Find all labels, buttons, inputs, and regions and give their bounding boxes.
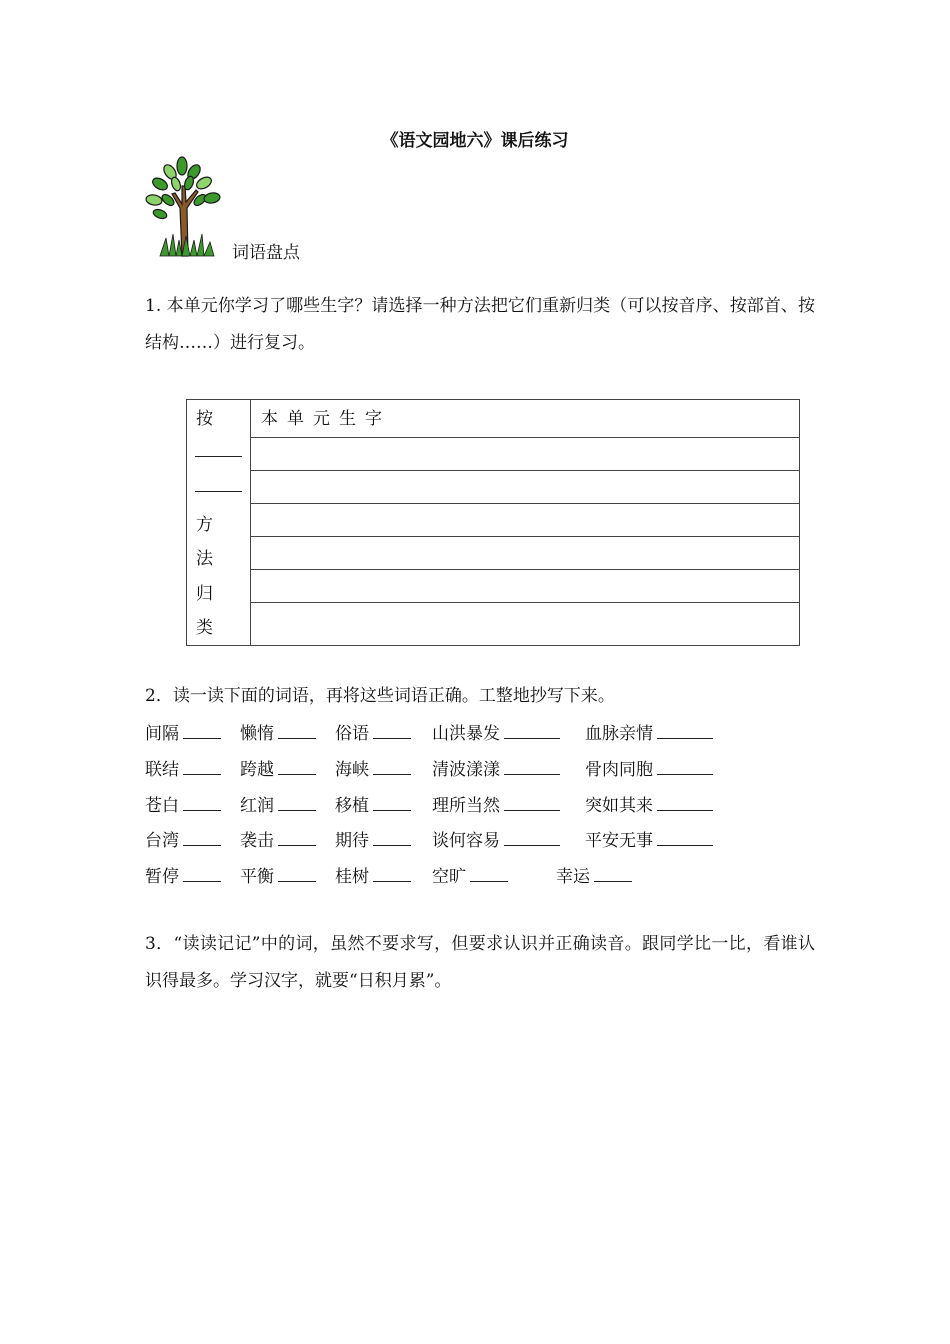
answer-blank[interactable] [278,796,316,811]
answer-blank[interactable] [657,831,713,846]
word: 苍白 [145,796,179,816]
answer-blank[interactable] [278,760,316,775]
table-row-divider [251,536,799,537]
answer-blank[interactable] [373,796,411,811]
question-3: 3．“读读记记”中的词，虽然不要求写，但要求认识并正确读音。跟同学比一比，看谁认识得最多。学习汉字，就要“日积月累”。 [145,934,815,991]
word: 平衡 [240,867,274,887]
answer-blank[interactable] [183,760,221,775]
answer-blank[interactable] [183,796,221,811]
word: 空旷 [432,867,466,887]
word: 桂树 [335,867,369,887]
word: 期待 [335,831,369,851]
answer-blank[interactable] [183,831,221,846]
word: 骨肉同胞 [585,760,653,780]
question-2: 2．读一读下面的词语，再将这些词语正确。工整地抄写下来。 [145,686,615,706]
classification-table [186,399,800,646]
method-blank-line[interactable] [195,491,242,492]
answer-blank[interactable] [504,724,560,739]
answer-blank[interactable] [504,760,560,775]
word: 移植 [335,796,369,816]
answer-blank[interactable] [657,760,713,775]
answer-blank[interactable] [504,831,560,846]
section-label: 词语盘点 [232,243,300,263]
word: 跨越 [240,760,274,780]
word: 山洪暴发 [432,724,500,744]
word: 海峡 [335,760,369,780]
word: 突如其来 [585,796,653,816]
word: 袭击 [240,831,274,851]
method-label: 按 [196,409,213,429]
answer-blank[interactable] [657,796,713,811]
page-title: 《语文园地六》课后练习 [381,131,569,151]
answer-blank[interactable] [278,867,316,882]
answer-blank[interactable] [373,867,411,882]
answer-blank[interactable] [373,831,411,846]
answer-blank[interactable] [504,796,560,811]
method-char: 法 [196,549,213,569]
table-row-divider [251,437,799,438]
answer-blank[interactable] [278,724,316,739]
word: 血脉亲情 [585,724,653,744]
answer-blank[interactable] [470,867,508,882]
word: 间隔 [145,724,179,744]
word: 谈何容易 [432,831,500,851]
method-char: 归 [196,584,213,604]
tree-with-grass-icon [142,156,222,260]
method-char: 类 [196,618,213,638]
word: 平安无事 [585,831,653,851]
table-header: 本单元生字 [261,409,391,429]
word: 懒惰 [240,724,274,744]
word: 台湾 [145,831,179,851]
answer-blank[interactable] [657,724,713,739]
answer-blank[interactable] [183,867,221,882]
word: 俗语 [335,724,369,744]
answer-blank[interactable] [278,831,316,846]
word: 幸运 [556,867,590,887]
answer-blank[interactable] [183,724,221,739]
table-row-divider [251,470,799,471]
table-row-divider [251,569,799,570]
word: 理所当然 [432,796,500,816]
table-row-divider [251,602,799,603]
method-char: 方 [196,515,213,535]
answer-blank[interactable] [373,724,411,739]
table-row-divider [251,503,799,504]
question-1: 1. 本单元你学习了哪些生字？请选择一种方法把它们重新归类（可以按音序、按部首、按结构……）进行复习。 [145,296,815,353]
method-column [187,400,251,645]
word: 红润 [240,796,274,816]
method-blank-line[interactable] [195,456,242,457]
word: 暂停 [145,867,179,887]
answer-blank[interactable] [373,760,411,775]
answer-blank[interactable] [594,867,632,882]
word: 清波漾漾 [432,760,500,780]
word: 联结 [145,760,179,780]
